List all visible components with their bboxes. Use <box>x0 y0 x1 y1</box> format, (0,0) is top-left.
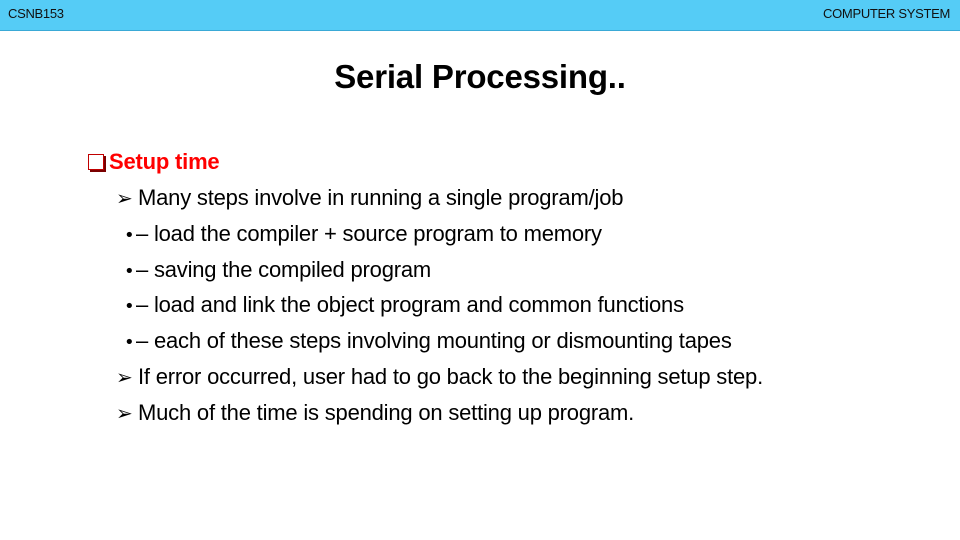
point-time-spending <box>116 399 634 427</box>
dot-bullet-icon: • <box>124 296 135 317</box>
point-error-occurred <box>116 363 763 391</box>
subpoint-text: – each of these steps involving mounting or dismounting tapes <box>136 328 732 353</box>
arrow-bullet-icon: ➢ <box>116 401 133 425</box>
arrow-bullet-icon: ➢ <box>116 186 133 210</box>
subpoint-text: – saving the compiled program <box>136 257 432 282</box>
course-code: CSNB153 <box>8 6 64 21</box>
point-text: If error occurred, user had to go back to the beginning setup step. <box>138 364 763 389</box>
subpoint-saving-program <box>124 256 431 286</box>
dot-bullet-icon: • <box>124 225 135 246</box>
subpoint-load-link <box>124 291 684 321</box>
checkbox-bullet-icon <box>88 154 104 170</box>
point-text: Many steps involve in running a single program/job <box>138 185 624 210</box>
header-bar <box>0 0 960 31</box>
subpoint-load-compiler <box>124 220 602 250</box>
point-many-steps <box>116 184 623 212</box>
dot-bullet-icon: • <box>124 332 135 353</box>
heading-text: Setup time <box>109 149 220 174</box>
point-text: Much of the time is spending on setting up program. <box>138 400 635 425</box>
dot-bullet-icon: • <box>124 261 135 282</box>
arrow-bullet-icon: ➢ <box>116 365 133 389</box>
course-name: COMPUTER SYSTEM <box>823 6 950 21</box>
heading-setup-time <box>88 148 219 176</box>
slide-title: Serial Processing.. <box>334 58 626 95</box>
subpoint-text: – load the compiler + source program to memory <box>136 221 602 246</box>
subpoint-text: – load and link the object program and common functions <box>136 292 684 317</box>
subpoint-mounting-tapes <box>124 327 732 357</box>
